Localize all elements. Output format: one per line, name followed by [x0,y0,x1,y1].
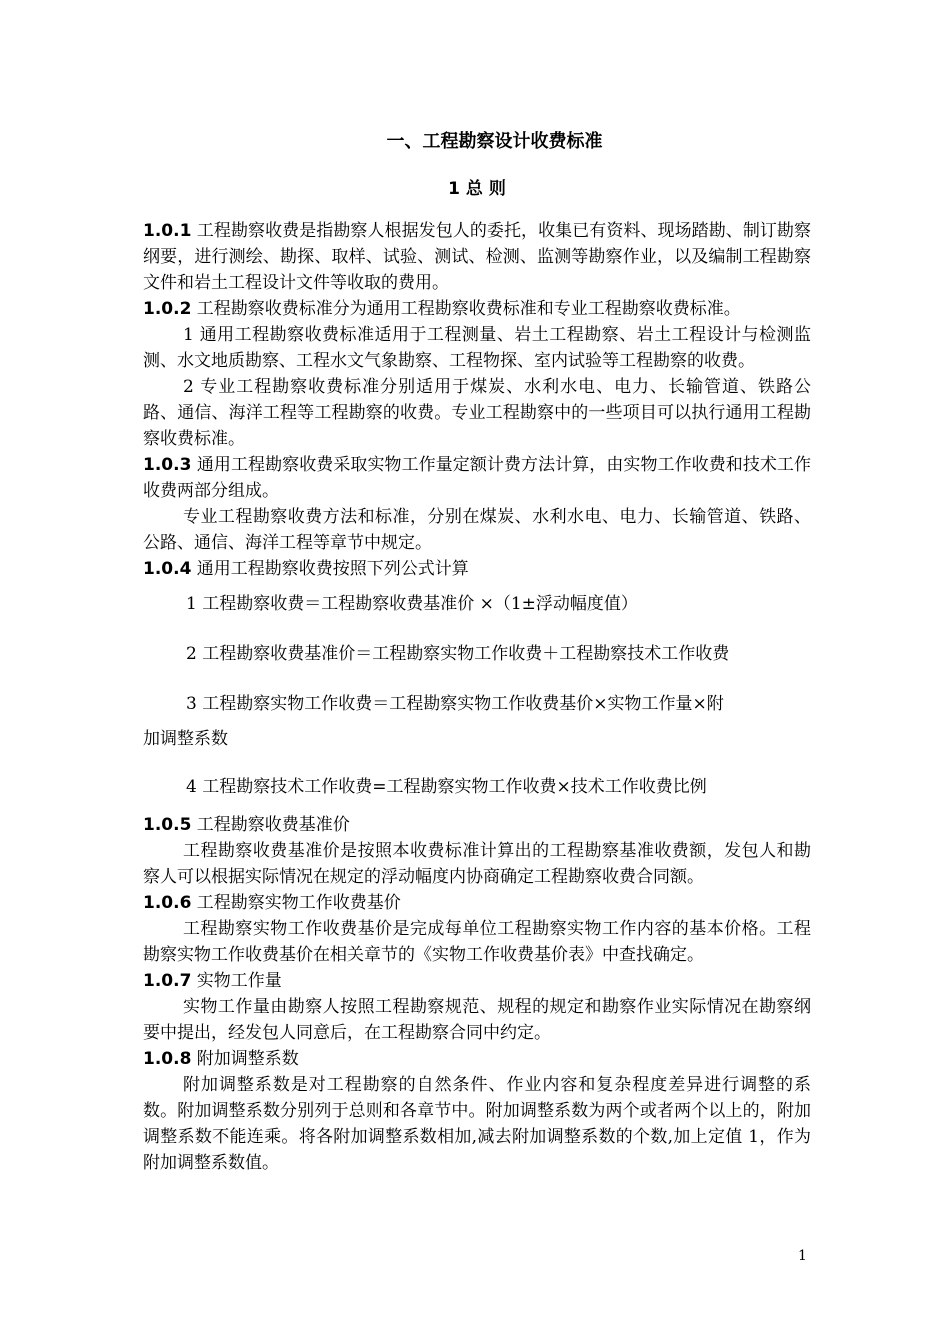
formula-3-continued: 加调整系数 [143,729,228,749]
paragraph: 附加调整系数是对工程勘察的自然条件、作业内容和复杂程度差异进行调整的系数。附加调整系数分别列于总则和各章节中。附加调整系数为两个或者两个以上的，附加调整系数不能连乘。将各附加调整系数相加,减去附加调整系数的个数,加上定值 1，作为附加调整系数值。 [143,1075,811,1173]
formula-2: 2 工程勘察收费基准价＝工程勘察实物工作收费＋工程勘察技术工作收费 [186,644,730,664]
paragraph: 工程勘察收费基准价是按照本收费标准计算出的工程勘察基准收费额，发包人和勘察人可以根据实际情况在规定的浮动幅度内协商确定工程勘察收费合同额。 [143,841,811,887]
section-1-0-3 [143,452,811,504]
formula-1: 1 工程勘察收费＝工程勘察收费基准价 ×（1±浮动幅度值） [186,594,638,614]
document-body [143,218,811,1176]
formula-4: 4 工程勘察技术工作收费=工程勘察实物工作收费×技术工作收费比例 [186,777,707,797]
section-text: 附加调整系数 [191,1049,299,1069]
section-1-0-5 [143,812,811,838]
section-number: 1.0.8 [143,1049,192,1069]
section-1-0-1 [143,218,811,296]
chapter-heading: 1 总 则 [448,179,506,199]
list-item: 2 专业工程勘察收费标准分别适用于煤炭、水利水电、电力、长输管道、铁路公路、通信、海洋工程等工程勘察的收费。专业工程勘察中的一些项目可以执行通用工程勘察收费标准。 [143,377,811,449]
list-item: 1 通用工程勘察收费标准适用于工程测量、岩土工程勘察、岩土工程设计与检测监测、水文地质勘察、工程水文气象勘察、工程物探、室内试验等工程勘察的收费。 [143,325,811,371]
section-1-0-4 [143,556,811,582]
section-number: 1.0.4 [143,559,192,579]
formula-3: 3 工程勘察实物工作收费＝工程勘察实物工作收费基价×实物工作量×附 [186,694,724,714]
section-text: 工程勘察收费基准价 [191,815,350,835]
section-number: 1.0.2 [143,299,192,319]
paragraph: 专业工程勘察收费方法和标准，分别在煤炭、水利水电、电力、长输管道、铁路、公路、通信、海洋工程等章节中规定。 [143,507,811,553]
section-1-0-2 [143,296,811,322]
section-1-0-6 [143,890,811,916]
section-number: 1.0.1 [143,221,192,241]
section-text: 实物工作量 [191,971,282,991]
section-text: 工程勘察实物工作收费基价 [191,893,401,913]
page-number: 1 [798,1248,807,1264]
section-1-0-7 [143,968,811,994]
section-1-0-8 [143,1046,811,1072]
section-text: 通用工程勘察收费采取实物工作量定额计费方法计算，由实物工作收费和技术工作收费两部分组成。 [143,455,811,501]
section-number: 1.0.7 [143,971,192,991]
section-number: 1.0.3 [143,455,192,475]
paragraph: 实物工作量由勘察人按照工程勘察规范、规程的规定和勘察作业实际情况在勘察纲要中提出，经发包人同意后，在工程勘察合同中约定。 [143,997,811,1043]
section-text: 工程勘察收费标准分为通用工程勘察收费标准和专业工程勘察收费标准。 [191,299,741,319]
section-text: 工程勘察收费是指勘察人根据发包人的委托，收集已有资料、现场踏勘、制订勘察纲要，进行测绘、勘探、取样、试验、测试、检测、监测等勘察作业，以及编制工程勘察文件和岩土工程设计文件等收取的费用。 [143,221,811,293]
paragraph: 工程勘察实物工作收费基价是完成每单位工程勘察实物工作内容的基本价格。工程勘察实物工作收费基价在相关章节的《实物工作收费基价表》中查找确定。 [143,919,811,965]
section-number: 1.0.6 [143,893,192,913]
document-title: 一、工程勘察设计收费标准 [386,131,603,152]
section-text: 通用工程勘察收费按照下列公式计算 [191,559,469,579]
section-number: 1.0.5 [143,815,192,835]
